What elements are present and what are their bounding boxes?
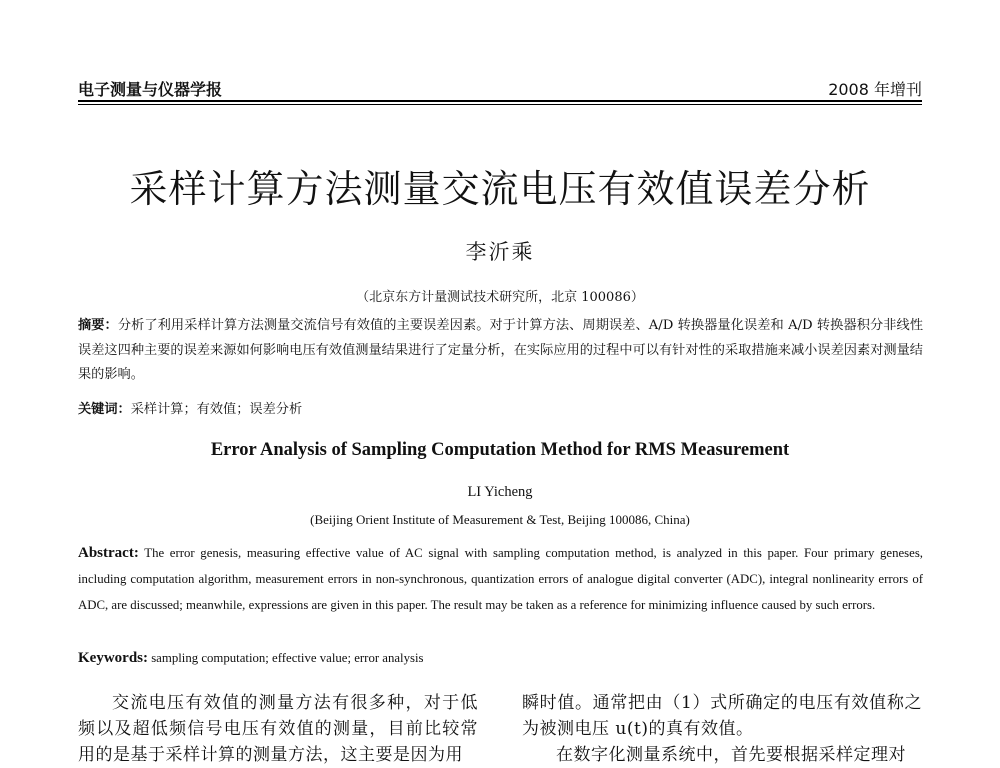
keywords-en <box>78 650 923 667</box>
abstract-en-text: The error genesis, measuring effective value of AC signal with sampling computation method, is analyzed in this paper. Four primary geneses, including computation algorithm, measurement errors in non-synchronous, quantization errors of analogue digital converter (ADC), integral nonlinearity errors of ADC, are discussed; meanwhile, expressions are given in this paper. The result may be taken as a reference for minimizing influence caused by such errors. <box>78 546 923 612</box>
abstract-en <box>78 540 923 618</box>
paper-title-en: Error Analysis of Sampling Computation Method for RMS Measurement <box>210 440 790 460</box>
abstract-en-label: Abstract: <box>78 545 139 561</box>
paper-title-cn: 采样计算方法测量交流电压有效值误差分析 <box>129 167 871 211</box>
abstract-cn-text: 分析了利用采样计算方法测量交流信号有效值的主要误差因素。对于计算方法、周期误差、A/D 转换器量化误差和 A/D 转换器积分非线性误差这四种主要的误差来源如何影响电压有效值测量结果进行了定量分析，在实际应用的过程中可以有针对性的采取措施来减小误差因素对测量结果的影响。 <box>78 318 923 382</box>
issue-label: 2008 年增刊 <box>828 80 922 99</box>
keywords-cn-text: 采样计算；有效值；误差分析 <box>130 402 303 417</box>
affiliation-en: (Beijing Orient Institute of Measurement & Test, Beijing 100086, China) <box>310 512 690 527</box>
header-rule-thick <box>78 100 922 102</box>
author-en: LI Yicheng <box>467 484 533 500</box>
body-paragraph: 交流电压有效值的测量方法有很多种，对于低频以及超低频信号电压有效值的测量，目前比较常用的是基于采样计算的测量方法，这主要是因为用 <box>78 693 478 765</box>
affiliation-cn: （北京东方计量测试技术研究所，北京 100086） <box>356 290 644 305</box>
keywords-cn <box>78 398 923 417</box>
keywords-en-text: sampling computation; effective value; error analysis <box>151 651 424 665</box>
keywords-en-label: Keywords: <box>78 650 148 666</box>
abstract-cn <box>78 314 923 388</box>
body-paragraph: 在数字化测量系统中，首先要根据采样定理对 <box>556 745 906 765</box>
author-cn: 李沂乘 <box>465 240 535 264</box>
body-paragraph: 瞬时值。通常把由（1）式所确定的电压有效值称之为被测电压 u(t)的真有效值。 <box>522 693 922 739</box>
journal-name: 电子测量与仪器学报 <box>78 80 223 99</box>
body-column-right <box>522 690 922 768</box>
body-column-left <box>78 690 478 768</box>
keywords-cn-label: 关键词： <box>78 402 131 417</box>
header-rule-thin <box>78 104 922 105</box>
abstract-cn-label: 摘要： <box>78 318 118 333</box>
